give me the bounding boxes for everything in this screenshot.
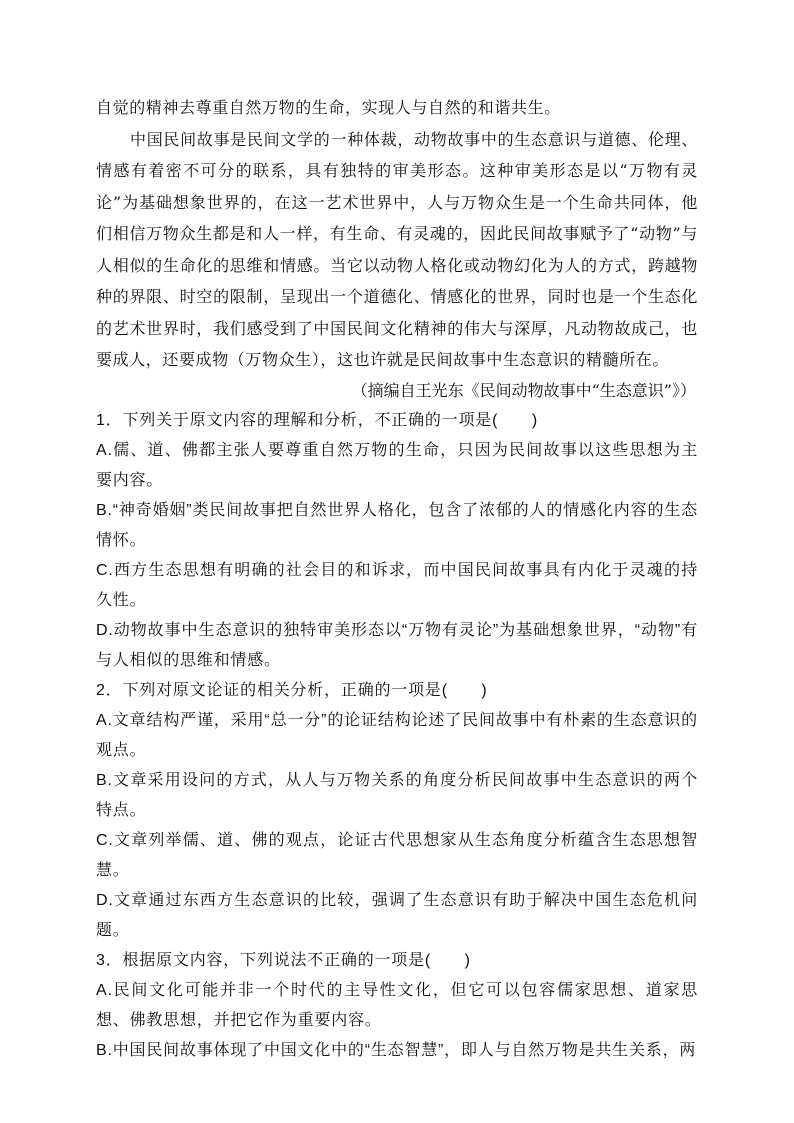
question-3 bbox=[96, 946, 698, 1066]
passage-paragraph-main: 中国民间故事是民间文学的一种体裁，动物故事中的生态意识与道德、伦理、情感有着密不可分的联系，具有独特的审美形态。这种审美形态是以“万物有灵论”为基础想象世界的，在这一艺术世界中，人与万物众生是一个生命共同体，他们相信万物众生都是和人一样，有生命、有灵魂的，因此民间故事赋予了“动物”与人相似的生命化的思维和情感。当它以动物人格化或动物幻化为人的方式，跨越物种的界限、时空的限制，呈现出一个道德化、情感化的世界，同时也是一个生态化的艺术世界时，我们感受到了中国民间文化精神的伟大与深厚，凡动物故成己，也要成人，还要成物（万物众生），这也许就是民间故事中生态意识的精髓所在。 bbox=[96, 129, 698, 369]
question-option: D.动物故事中生态意识的独特审美形态以“万物有灵论”为基础想象世界，“动物”有与人相似的思维和情感。 bbox=[96, 621, 698, 669]
question-option: B.文章采用设问的方式，从人与万物关系的角度分析民间故事中生态意识的两个特点。 bbox=[96, 771, 698, 819]
passage-paragraph-end: 自觉的精神去尊重自然万物的生命，实现人与自然的和谐共生。 bbox=[96, 98, 561, 117]
question-option: A.文章结构严谨，采用“总一分”的论证结构论述了民间故事中有朴素的生态意识的观点。 bbox=[96, 711, 698, 759]
passage-source: （摘编自王光东《民间动物故事中“生态意识”》） bbox=[351, 380, 696, 400]
question-option: D.文章通过东西方生态意识的比较，强调了生态意识有助于解决中国生态危机问题。 bbox=[96, 891, 698, 939]
document-page bbox=[96, 92, 698, 1066]
question-option: A.儒、道、佛都主张人要尊重自然万物的生命，只因为民间故事以这些思想为主要内容。 bbox=[96, 441, 698, 489]
question-stem: 2．下列对原文论证的相关分析，正确的一项是( ) bbox=[96, 681, 488, 699]
question-stem: 3．根据原文内容，下列说法不正确的一项是( ) bbox=[96, 951, 471, 969]
question-option: C.西方生态思想有明确的社会目的和诉求，而中国民间故事具有内化于灵魂的持久性。 bbox=[96, 561, 698, 609]
question-2 bbox=[96, 676, 698, 946]
question-1 bbox=[96, 406, 698, 676]
question-option: B.中国民间故事体现了中国文化中的“生态智慧”，即人与自然万物是共生关系，两 bbox=[96, 1041, 697, 1059]
question-stem: 1．下列关于原文内容的理解和分析，不正确的一项是( ) bbox=[96, 411, 538, 429]
question-option: C.文章列举儒、道、佛的观点，论证古代思想家从生态角度分析蕴含生态思想智慧。 bbox=[96, 831, 698, 879]
question-option: B.“神奇婚姻”类民间故事把自然世界人格化，包含了浓郁的人的情感化内容的生态情怀。 bbox=[96, 501, 698, 549]
question-option: A.民间文化可能并非一个时代的主导性文化，但它可以包容儒家思想、道家思想、佛教思想，并把它作为重要内容。 bbox=[96, 981, 698, 1029]
